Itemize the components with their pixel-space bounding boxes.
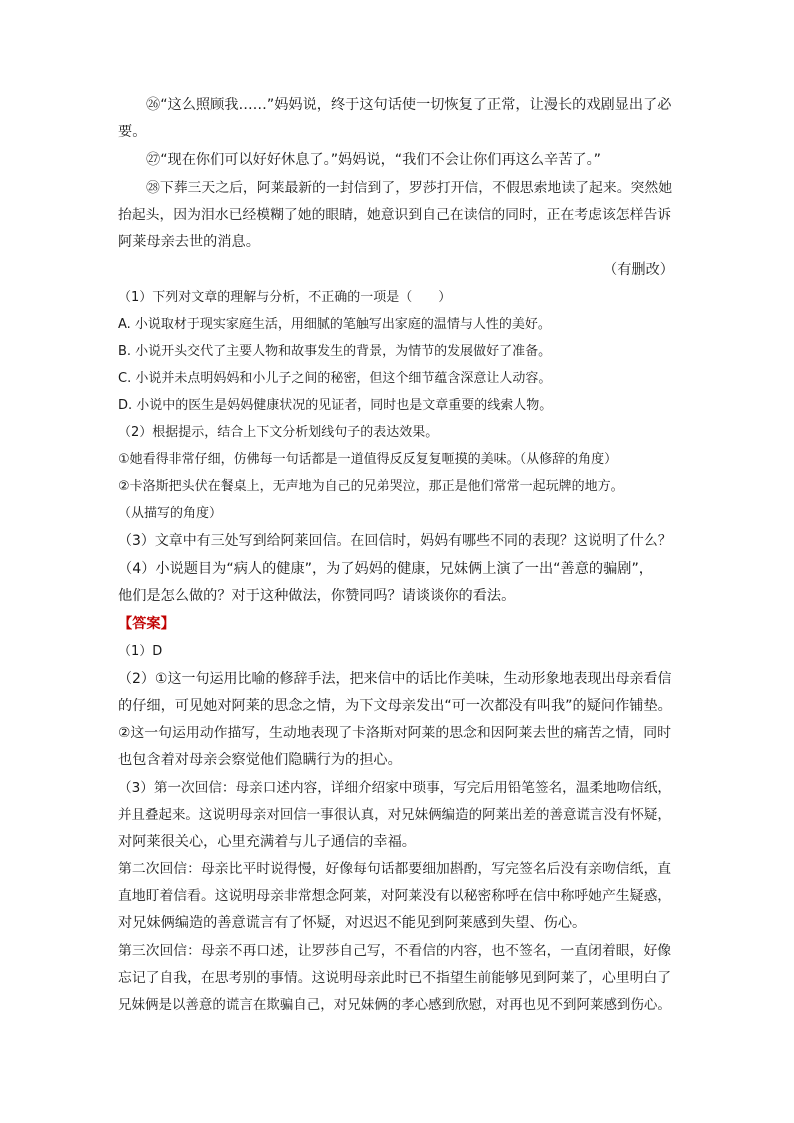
paragraph-26-line2: 要。 [118,124,147,140]
question-1-option-a: A. 小说取材于现实家庭生活，用细腻的笔触写出家庭的温情与人性的美好。 [118,317,551,332]
answer-3-line6: 对兄妹俩编造的善意谎言有了怀疑，对迟迟不能见到阿莱感到失望、伤心。 [118,915,587,931]
paragraph-27: ㉗“现在你们可以好好休息了。”妈妈说，“我们不会让你们再这么辛苦了。” [146,152,602,168]
question-1-option-c: C. 小说并未点明妈妈和小儿子之间的秘密，但这个细节蕴含深意让人动容。 [118,371,552,386]
question-2-item-2-line2: （从描写的角度） [118,506,223,521]
question-3: （3）文章中有三处写到给阿莱回信。在回信时，妈妈有哪些不同的表现？这说明了什么？ [118,533,672,549]
answer-3-line8: 忘记了自我，在思考别的事情。这说明母亲此时已不指望生前能够见到阿莱了，心里明白了 [118,970,672,986]
question-2-item-1: ①她看得非常仔细，仿佛每一句话都是一道值得反反复复咂摸的美味。（从修辞的角度） [118,452,618,467]
answer-heading: 【答案】 [118,616,175,632]
answer-3-line9: 兄妹俩是以善意的谎言在欺骗自己，对兄妹俩的孝心感到欣慰，对再也见不到阿莱感到伤心。 [118,997,671,1013]
answer-3-line3: 对阿莱很关心，心里充满着与儿子通信的幸福。 [118,834,416,850]
question-1-option-d: D. 小说中的医生是妈妈健康状况的见证者，同时也是文章重要的线索人物。 [118,398,553,413]
paragraph-28-line2: 抬起头，因为泪水已经模糊了她的眼睛，她意识到自己在读信的同时，正在考虑该怎样告诉 [118,207,672,223]
paragraph-26-line1: ㉖“这么照顾我……”妈妈说，终于这句话使一切恢复了正常，让漫长的戏剧显出了必 [146,97,672,113]
question-1-option-b: B. 小说开头交代了主要人物和故事发生的背景，为情节的发展做好了准备。 [118,344,552,359]
answer-3-line2: 并且叠起来。这说明母亲对回信一事很认真，对兄妹俩编造的阿莱出差的善意谎言没有怀疑， [118,807,671,823]
question-4-line1: （4）小说题目为“病人的健康”，为了妈妈的健康，兄妹俩上演了一出“善意的骗剧”， [118,561,653,577]
answer-3-line5: 直地盯着信看。这说明母亲非常想念阿莱，对阿莱没有以秘密称呼在信中称呼她产生疑惑， [118,888,672,904]
source-note: （有删改） [603,262,674,278]
question-1: （1）下列对文章的理解与分析，不正确的一项是（ ） [118,290,452,305]
answer-2-line4: 也包含着对母亲会察觉他们隐瞒行为的担心。 [118,752,402,768]
answer-2-line3: ②这一句运用动作描写，生动地表现了卡洛斯对阿莱的思念和因阿莱去世的痛苦之情，同时 [118,725,671,741]
answer-2-line1: （2）①这一句运用比喻的修辞手法，把来信中的话比作美味，生动形象地表现出母亲看信 [118,671,672,687]
paragraph-28-line3: 阿莱母亲去世的消息。 [118,234,260,250]
paragraph-28-line1: ㉘下葬三天之后，阿莱最新的一封信到了，罗莎打开信，不假思索地读了起来。突然她 [146,180,673,196]
answer-3-line1: （3）第一次回信：母亲口述内容，详细介绍家中琐事，写完后用铅笔签名，温柔地吻信纸， [118,780,672,796]
answer-3-line7: 第三次回信：母亲不再口述，让罗莎自己写，不看信的内容，也不签名，一直闭着眼，好像 [118,943,672,959]
question-4-line2: 他们是怎么做的？对于这种做法，你赞同吗？请谈谈你的看法。 [118,588,516,604]
question-2: （2）根据提示，结合上下文分析划线句子的表达效果。 [118,425,439,440]
answer-1: （1）D [118,644,163,659]
answer-3-line4: 第二次回信：母亲比平时说得慢，好像每句话都要细加斟酌，写完签名后没有亲吻信纸，直 [118,861,672,877]
question-2-item-2-line1: ②卡洛斯把头伏在餐桌上，无声地为自己的兄弟哭泣，那正是他们常常一起玩牌的地方。 [118,479,624,494]
answer-2-line2: 的仔细，可见她对阿莱的思念之情，为下文母亲发出“可一次都没有叫我”的疑问作铺垫。 [118,698,672,714]
